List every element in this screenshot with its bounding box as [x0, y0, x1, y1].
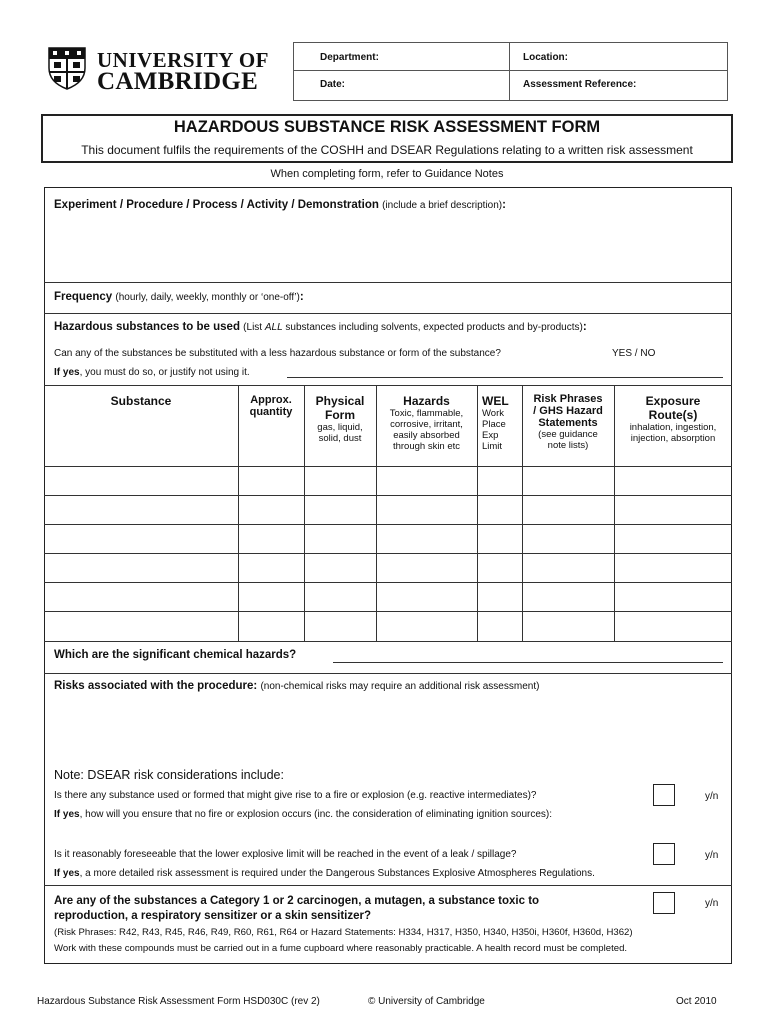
university-name-line2: CAMBRIDGE: [97, 68, 259, 95]
location-field[interactable]: Location:: [523, 52, 568, 63]
carcinogen-phrases: (Risk Phrases: R42, R43, R45, R46, R49, R60, R61, R64 or Hazard Statements: H334, H317, H350, H340, H350i, H360f, H360d, H362): [54, 927, 633, 938]
university-shield-icon: [47, 46, 87, 90]
col-hazards: Hazards Toxic, flammable, corrosive, irritant, easily absorbed through skin etc: [389, 394, 464, 452]
lower-explosive-limit-checkbox[interactable]: [653, 843, 675, 865]
col-substance: Substance: [110, 394, 172, 408]
header-fields-box: [293, 42, 728, 101]
table-row[interactable]: [45, 496, 731, 524]
fire-explosion-question: Is there any substance used or formed that might give rise to a fire or explosion (e.g. reactive intermediates)?: [54, 790, 537, 801]
university-name-line1: UNIVERSITY OF: [97, 48, 269, 72]
table-row[interactable]: [45, 525, 731, 553]
col-exposure-routes: Exposure Route(s) inhalation, ingestion, injection, absorption: [629, 394, 717, 444]
col-risk-phrases: Risk Phrases / GHS Hazard Statements (see guidance note lists): [533, 393, 603, 451]
fire-explosion-yn: y/n: [705, 791, 719, 802]
substitute-yes-no[interactable]: YES / NO: [612, 348, 656, 359]
frequency-label: Frequency (hourly, daily, weekly, monthly or ‘one-off’):: [54, 291, 304, 303]
lower-explosive-limit-follow-up: If yes, a more detailed risk assessment is required under the Dangerous Substances Explosive Atmospheres Regulations.: [54, 868, 595, 879]
substitute-if-yes: If yes, you must do so, or justify not using it.: [54, 367, 250, 378]
risks-label: Risks associated with the procedure: (non-chemical risks may require an additional risk assessment): [54, 680, 540, 692]
carcinogen-checkbox[interactable]: [653, 892, 675, 914]
fire-explosion-follow-up: If yes, how will you ensure that no fire or explosion occurs (inc. the consideration of eliminating ignition sources):: [54, 809, 553, 820]
carcinogen-note: Work with these compounds must be carried out in a fume cupboard where reasonably practicable. A health record must be completed.: [54, 943, 628, 954]
assessment-reference-field[interactable]: Assessment Reference:: [523, 79, 637, 90]
table-row[interactable]: [45, 467, 731, 495]
risks-input[interactable]: [54, 698, 724, 764]
table-row[interactable]: [45, 583, 731, 611]
col-physical-form: Physical Form gas, liquid, solid, dust: [315, 394, 365, 444]
page-subtitle: This document fulfils the requirements of the COSHH and DSEAR Regulations relating to a written risk assessment: [81, 143, 693, 157]
substitute-justify-line[interactable]: [287, 377, 723, 378]
chemical-hazards-question: Which are the significant chemical hazards?: [54, 649, 297, 661]
date-field[interactable]: Date:: [320, 79, 346, 90]
lower-explosive-limit-question: Is it reasonably foreseeable that the lower explosive limit will be reached in the event of a leak / spillage?: [54, 849, 517, 860]
carcinogen-question-line2: reproduction, a respiratory sensitizer or a skin sensitizer?: [54, 910, 371, 922]
substitute-question: Can any of the substances be substituted with a less hazardous substance or form of the substance?: [54, 348, 501, 359]
lower-explosive-limit-yn: y/n: [705, 850, 719, 861]
footer-copyright: © University of Cambridge: [368, 996, 485, 1007]
carcinogen-yn: y/n: [705, 898, 719, 909]
dsear-note: Note: DSEAR risk considerations include:: [54, 768, 284, 782]
table-row[interactable]: [45, 612, 731, 640]
experiment-label: Experiment / Procedure / Process / Activity / Demonstration (include a brief description):: [54, 199, 506, 211]
col-wel: WEL Work Place Exp Limit: [482, 394, 509, 452]
table-row[interactable]: [45, 554, 731, 582]
footer-form-name: Hazardous Substance Risk Assessment Form HSD030C (rev 2): [37, 996, 320, 1007]
guidance-note: When completing form, refer to Guidance Notes: [270, 168, 504, 180]
fire-explosion-checkbox[interactable]: [653, 784, 675, 806]
department-field[interactable]: Department:: [320, 52, 379, 63]
col-quantity: Approx. quantity: [249, 394, 293, 418]
page-title: HAZARDOUS SUBSTANCE RISK ASSESSMENT FORM: [173, 118, 601, 136]
footer-date: Oct 2010: [676, 996, 717, 1007]
carcinogen-question-line1: Are any of the substances a Category 1 or 2 carcinogen, a mutagen, a substance toxic to: [54, 895, 540, 907]
hazardous-substances-label: Hazardous substances to be used (List ALL substances including solvents, expected products and by-products):: [54, 321, 587, 333]
chemical-hazards-line[interactable]: [333, 662, 723, 663]
experiment-input[interactable]: [54, 216, 724, 280]
